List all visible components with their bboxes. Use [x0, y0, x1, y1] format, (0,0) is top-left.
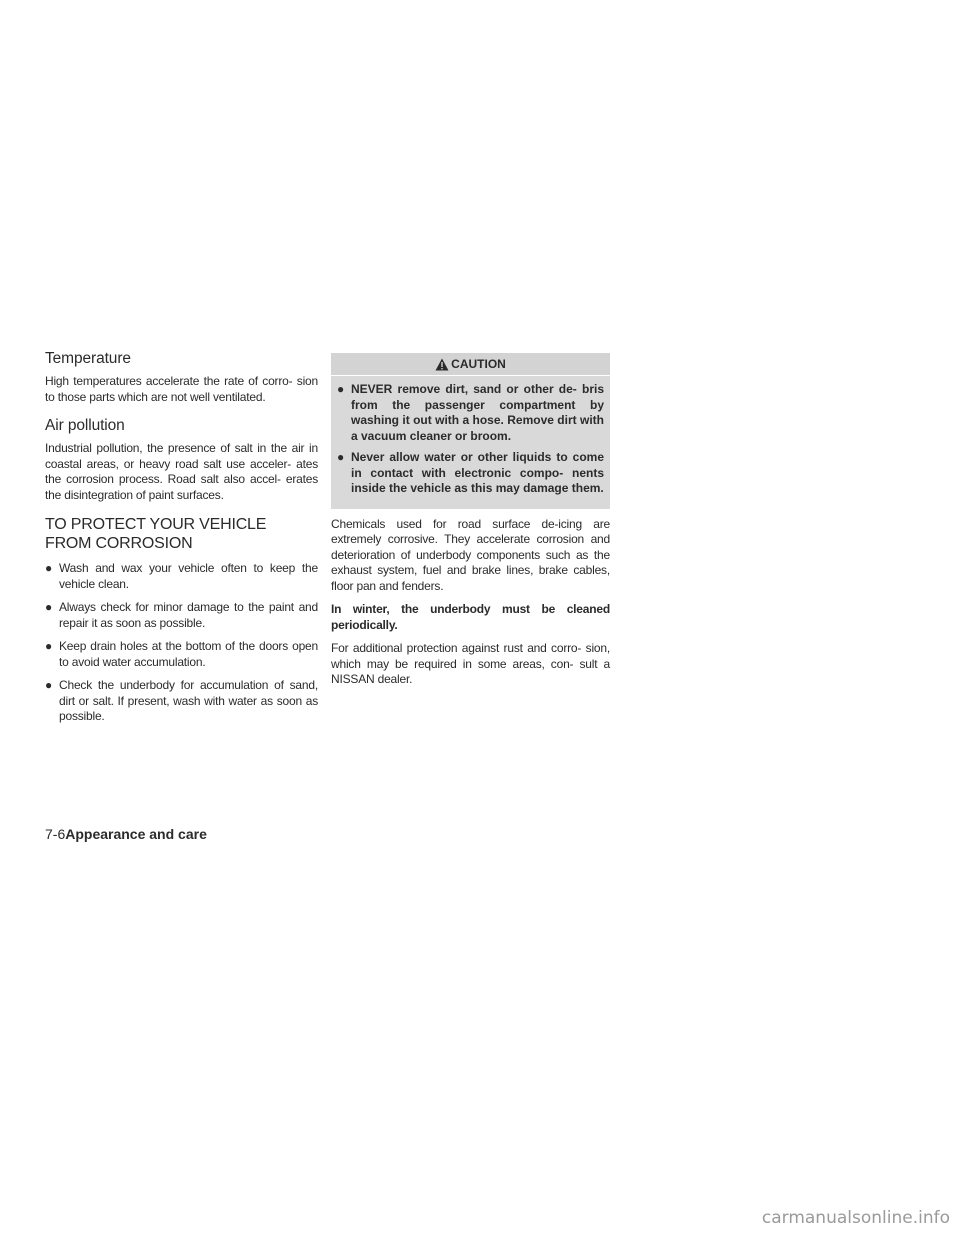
- bullet-text: Check the underbody for accumulation of sand, dirt or salt. If present, wash with water as soon as possible.: [59, 678, 318, 723]
- left-column: [45, 350, 318, 733]
- caution-title: CAUTION: [451, 357, 506, 371]
- protect-bullet-list: [45, 561, 318, 725]
- bullet-icon: ●: [337, 382, 345, 396]
- page-footer: [45, 826, 207, 842]
- caution-box: [331, 353, 610, 509]
- right-column: [331, 353, 610, 688]
- caution-item-text: NEVER remove dirt, sand or other de- bris from the passenger compartment by washing it out with a hose. Remove dirt with a vacuum cleaner or broom.: [351, 382, 604, 443]
- list-item: [337, 382, 604, 444]
- temperature-heading: Temperature: [45, 350, 131, 367]
- list-item: [337, 450, 604, 497]
- watermark: carmanualsonline.info: [761, 1208, 950, 1228]
- protect-heading-line1: TO PROTECT YOUR VEHICLE: [45, 516, 267, 533]
- chemicals-text: Chemicals used for road surface de-icing are extremely corrosive. They accelerate corrosion and deterioration of underbody components such as the exhaust system, fuel and brake lines, brake cables, floor pan and fenders.: [331, 516, 610, 593]
- air-pollution-text: Industrial pollution, the presence of salt in the air in coastal areas, or heavy road salt use acceler- ates the corrosion process. Road salt also accel- erates the disintegration of paint surfaces.: [45, 441, 318, 502]
- winter-text: In winter, the underbody must be cleaned periodically.: [331, 602, 610, 632]
- bullet-icon: ●: [45, 678, 53, 692]
- page-number: 7-6: [45, 826, 66, 842]
- bullet-icon: ●: [45, 561, 53, 575]
- temperature-text: High temperatures accelerate the rate of corro- sion to those parts which are not well ventilated.: [45, 374, 318, 404]
- warning-triangle-icon: [435, 358, 449, 371]
- section-title: Appearance and care: [65, 826, 207, 842]
- caution-list: [331, 376, 610, 497]
- bullet-text: Wash and wax your vehicle often to keep the vehicle clean.: [59, 561, 318, 591]
- protect-heading: [45, 515, 318, 553]
- list-item: [45, 678, 318, 725]
- bullet-text: Keep drain holes at the bottom of the doors open to avoid water accumulation.: [59, 639, 318, 669]
- bullet-icon: ●: [45, 639, 53, 653]
- bullet-icon: ●: [337, 450, 345, 464]
- caution-header: [331, 353, 610, 376]
- additional-protection-text: For additional protection against rust and corro- sion, which may be required in some areas, con- sult a NISSAN dealer.: [331, 641, 610, 686]
- bullet-icon: ●: [45, 600, 53, 614]
- list-item: [45, 639, 318, 670]
- air-pollution-heading: Air pollution: [45, 417, 125, 434]
- list-item: [45, 561, 318, 592]
- caution-item-text: Never allow water or other liquids to come in contact with electronic compo- nents inside the vehicle as this may damage them.: [351, 450, 604, 495]
- bullet-text: Always check for minor damage to the paint and repair it as soon as possible.: [59, 600, 318, 630]
- list-item: [45, 600, 318, 631]
- protect-heading-line2: FROM CORROSION: [45, 535, 193, 552]
